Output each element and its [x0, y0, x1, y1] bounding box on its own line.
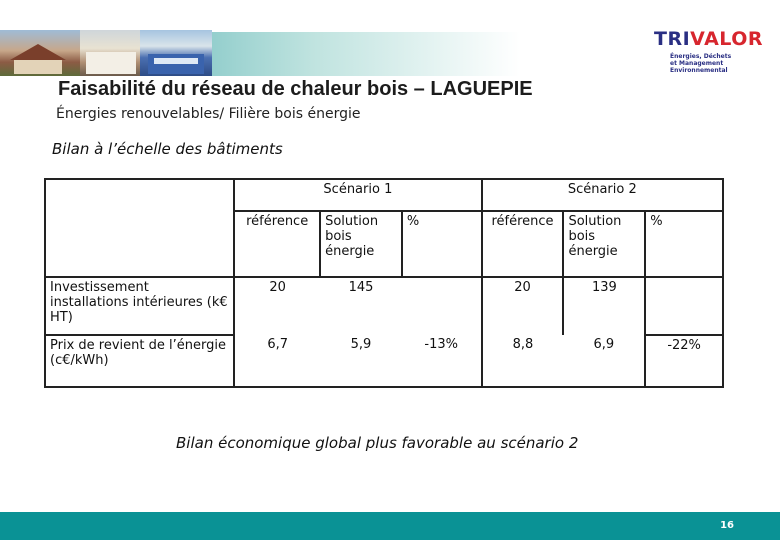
scenario1-header: Scénario 1 — [234, 179, 481, 211]
comparison-table — [44, 178, 724, 388]
s2-solution-header: Solution bois énergie — [563, 211, 645, 277]
page-subtitle: Énergies renouvelables/ Filière bois énergie — [56, 106, 361, 122]
row-label-investissement: Investissement installations intérieures (k€ HT) — [45, 277, 234, 335]
s1-pct-value — [402, 277, 482, 335]
s2-sol-value: 139 — [591, 280, 617, 295]
row-label-prix: Prix de revient de l’énergie (c€/kWh) — [45, 335, 234, 387]
page-number: 16 — [720, 520, 734, 531]
s2-ref-value: 8,8 — [512, 337, 534, 352]
s1-sol-value: 145 — [348, 280, 374, 295]
table-row — [45, 277, 723, 335]
logo-tagline-1: Énergies, Déchets — [670, 53, 732, 60]
trivalor-logo — [654, 28, 764, 74]
s1-reference-header: référence — [234, 211, 320, 277]
logo-tagline-3: Environnemental — [670, 67, 728, 74]
building-photo-1 — [0, 30, 80, 76]
logo-tagline-2: et Management — [670, 60, 724, 67]
s2-sol-value: 6,9 — [593, 337, 615, 352]
s1-percent-header: % — [402, 211, 482, 277]
s1-ref-value: 6,7 — [267, 337, 288, 352]
table-row — [45, 335, 723, 387]
scenario2-header: Scénario 2 — [482, 179, 723, 211]
conclusion-text: Bilan économique global plus favorable au scénario 2 — [176, 434, 579, 452]
logo-brand-part2: VALOR — [690, 28, 764, 50]
s2-percent-header: % — [645, 211, 723, 277]
empty-corner-cell — [45, 179, 234, 211]
s2-pct-value: -22% — [645, 335, 723, 387]
section-title: Bilan à l’échelle des bâtiments — [52, 140, 283, 158]
logo-brand-part1: TRI — [654, 28, 691, 50]
s1-solution-header: Solution bois énergie — [320, 211, 402, 277]
s2-reference-header: référence — [482, 211, 564, 277]
s2-ref-value: 20 — [482, 277, 564, 335]
building-photo-2 — [80, 30, 140, 76]
empty-label-cell — [45, 211, 234, 277]
s2-pct-value — [645, 277, 723, 335]
page-title: Faisabilité du réseau de chaleur bois – LAGUEPIE — [58, 78, 533, 100]
building-photo-3 — [140, 30, 212, 76]
s1-sol-value: 5,9 — [350, 337, 372, 352]
s1-pct-value: -13% — [402, 335, 482, 387]
footer-bar — [0, 512, 780, 540]
s1-ref-value: 20 — [269, 280, 286, 295]
